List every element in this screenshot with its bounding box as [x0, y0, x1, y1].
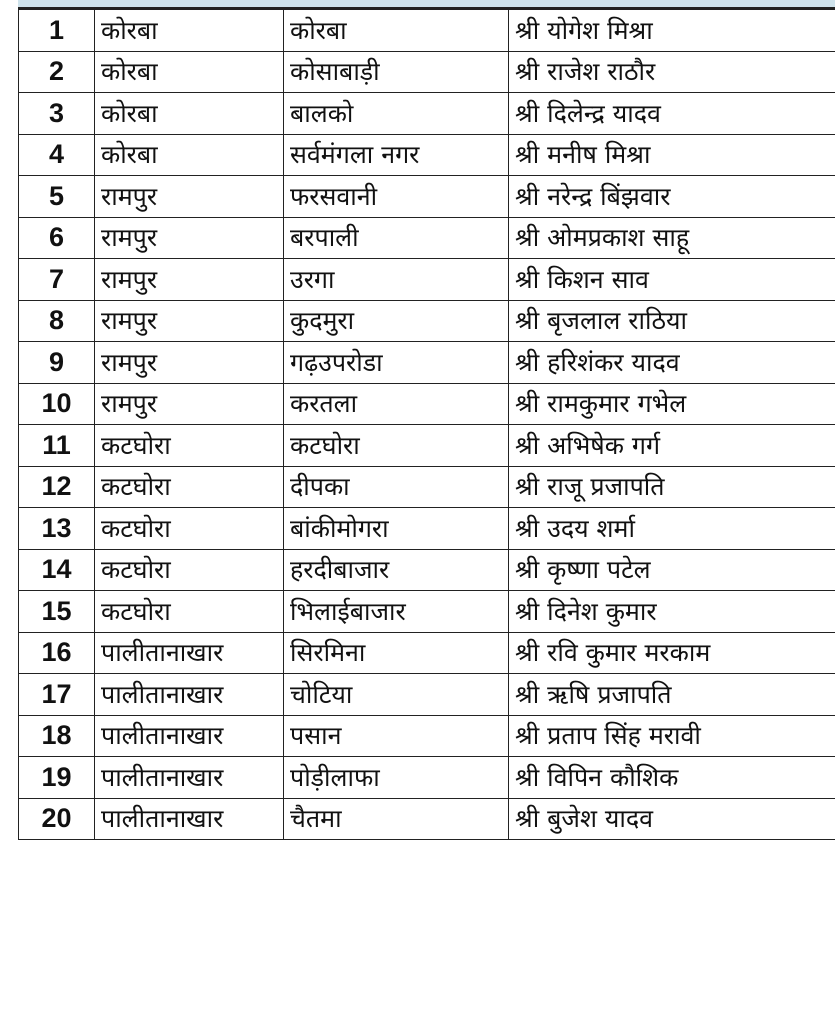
person-name-cell: श्री राजू प्रजापति: [509, 466, 835, 508]
person-name-cell: श्री प्रताप सिंह मरावी: [509, 715, 835, 757]
serial-number-cell: 9: [19, 342, 95, 384]
block-cell: पालीतानाखार: [95, 632, 284, 674]
serial-number-cell: 11: [19, 425, 95, 467]
table-header-strip: [18, 0, 835, 9]
person-name-cell: श्री दिनेश कुमार: [509, 591, 835, 633]
table-row: [19, 342, 835, 384]
table-row: [19, 176, 835, 218]
person-name-cell: श्री विपिन कौशिक: [509, 757, 835, 799]
serial-number-cell: 1: [19, 10, 95, 52]
block-cell: पालीतानाखार: [95, 715, 284, 757]
table-row: [19, 508, 835, 550]
person-name-cell: श्री अभिषेक गर्ग: [509, 425, 835, 467]
person-name-cell: श्री बृजलाल राठिया: [509, 300, 835, 342]
table-row: [19, 757, 835, 799]
serial-number-cell: 14: [19, 549, 95, 591]
assignment-table: [18, 9, 835, 840]
person-name-cell: श्री ओमप्रकाश साहू: [509, 217, 835, 259]
table-row: [19, 466, 835, 508]
serial-number-cell: 17: [19, 674, 95, 716]
block-cell: कटघोरा: [95, 466, 284, 508]
document-sheet: [18, 0, 835, 884]
person-name-cell: श्री रवि कुमार मरकाम: [509, 632, 835, 674]
table-row: [19, 798, 835, 840]
person-name-cell: श्री नरेन्द्र बिंझवार: [509, 176, 835, 218]
table-row: [19, 300, 835, 342]
person-name-cell: श्री किशन साव: [509, 259, 835, 301]
table-row: [19, 591, 835, 633]
center-cell: चैतमा: [284, 798, 509, 840]
serial-number-cell: 8: [19, 300, 95, 342]
block-cell: कोरबा: [95, 10, 284, 52]
block-cell: रामपुर: [95, 176, 284, 218]
serial-number-cell: 13: [19, 508, 95, 550]
table-row: [19, 134, 835, 176]
center-cell: सर्वमंगला नगर: [284, 134, 509, 176]
center-cell: फरसवानी: [284, 176, 509, 218]
serial-number-cell: 10: [19, 383, 95, 425]
serial-number-cell: 2: [19, 51, 95, 93]
block-cell: कटघोरा: [95, 508, 284, 550]
block-cell: कोरबा: [95, 51, 284, 93]
center-cell: बांकीमोगरा: [284, 508, 509, 550]
serial-number-cell: 12: [19, 466, 95, 508]
block-cell: पालीतानाखार: [95, 674, 284, 716]
serial-number-cell: 6: [19, 217, 95, 259]
center-cell: कटघोरा: [284, 425, 509, 467]
serial-number-cell: 5: [19, 176, 95, 218]
table-body: [19, 10, 835, 840]
block-cell: पालीतानाखार: [95, 798, 284, 840]
table-row: [19, 632, 835, 674]
center-cell: पसान: [284, 715, 509, 757]
center-cell: सिरमिना: [284, 632, 509, 674]
person-name-cell: श्री मनीष मिश्रा: [509, 134, 835, 176]
serial-number-cell: 19: [19, 757, 95, 799]
table-row: [19, 425, 835, 467]
block-cell: रामपुर: [95, 259, 284, 301]
person-name-cell: श्री ऋषि प्रजापति: [509, 674, 835, 716]
table-row: [19, 93, 835, 135]
table-row: [19, 217, 835, 259]
center-cell: बरपाली: [284, 217, 509, 259]
serial-number-cell: 4: [19, 134, 95, 176]
table-row: [19, 715, 835, 757]
center-cell: दीपका: [284, 466, 509, 508]
serial-number-cell: 15: [19, 591, 95, 633]
block-cell: कटघोरा: [95, 425, 284, 467]
serial-number-cell: 3: [19, 93, 95, 135]
center-cell: कोरबा: [284, 10, 509, 52]
person-name-cell: श्री राजेश राठौर: [509, 51, 835, 93]
table-row: [19, 383, 835, 425]
person-name-cell: श्री योगेश मिश्रा: [509, 10, 835, 52]
block-cell: रामपुर: [95, 383, 284, 425]
block-cell: कोरबा: [95, 134, 284, 176]
block-cell: रामपुर: [95, 300, 284, 342]
center-cell: करतला: [284, 383, 509, 425]
block-cell: रामपुर: [95, 342, 284, 384]
center-cell: गढ़उपरोडा: [284, 342, 509, 384]
serial-number-cell: 18: [19, 715, 95, 757]
person-name-cell: श्री रामकुमार गभेल: [509, 383, 835, 425]
table-row: [19, 51, 835, 93]
center-cell: पोड़ीलाफा: [284, 757, 509, 799]
block-cell: कटघोरा: [95, 591, 284, 633]
serial-number-cell: 7: [19, 259, 95, 301]
person-name-cell: श्री उदय शर्मा: [509, 508, 835, 550]
serial-number-cell: 16: [19, 632, 95, 674]
center-cell: हरदीबाजार: [284, 549, 509, 591]
table-row: [19, 674, 835, 716]
person-name-cell: श्री कृष्णा पटेल: [509, 549, 835, 591]
block-cell: कोरबा: [95, 93, 284, 135]
person-name-cell: श्री हरिशंकर यादव: [509, 342, 835, 384]
center-cell: कुदमुरा: [284, 300, 509, 342]
center-cell: बालको: [284, 93, 509, 135]
table-row: [19, 549, 835, 591]
center-cell: भिलाईबाजार: [284, 591, 509, 633]
block-cell: कटघोरा: [95, 549, 284, 591]
center-cell: कोसाबाड़ी: [284, 51, 509, 93]
block-cell: रामपुर: [95, 217, 284, 259]
serial-number-cell: 20: [19, 798, 95, 840]
person-name-cell: श्री दिलेन्द्र यादव: [509, 93, 835, 135]
person-name-cell: श्री बुजेश यादव: [509, 798, 835, 840]
center-cell: उरगा: [284, 259, 509, 301]
block-cell: पालीतानाखार: [95, 757, 284, 799]
center-cell: चोटिया: [284, 674, 509, 716]
table-row: [19, 10, 835, 52]
table-row: [19, 259, 835, 301]
